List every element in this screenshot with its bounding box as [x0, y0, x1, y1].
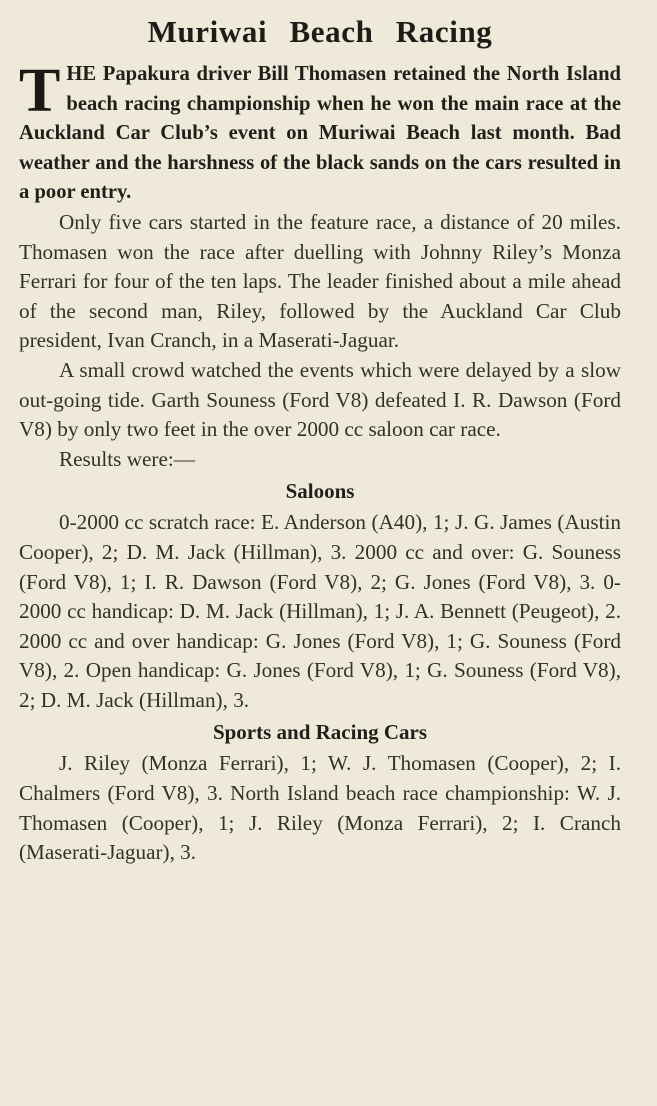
lead-paragraph [19, 57, 621, 208]
body-paragraph: Only five cars started in the feature race, a distance of 20 miles. Thomasen won the race after duelling with Johnny Riley’s Monza Ferrari for four of the ten laps. The leader finished about a mile ahead of the second man, Riley, followed by the Auckland Car Club president, Ivan Cranch, in a Maserati-Jaguar. [19, 209, 621, 353]
drop-cap: T [19, 57, 61, 125]
results-intro: Results were:— [59, 446, 195, 471]
results-sports-racing: J. Riley (Monza Ferrari), 1; W. J. Thomasen (Cooper), 2; I. Chalmers (Ford V8), 3. North Island beach race championship: W. J. Thomasen (Cooper), 1; J. Riley (Monza Ferrari), 2; I. Cranch (Maserati-Jaguar), 3. [19, 751, 621, 865]
article [19, 10, 621, 868]
results-saloons: 0-2000 cc scratch race: E. Anderson (A40), 1; J. G. James (Austin Cooper), 2; D. M. Jack (Hillman), 3. 2000 cc and over: G. Souness (Ford V8), 1; I. R. Dawson (Ford V8), 2; G. Jones (Ford V8), 3. 0-2000 cc handicap: D. M. Jack (Hillman), 1; J. A. Bennett (Peugeot), 2. 2000 cc and over handicap: G. Jones (Ford V8), 1; G. Souness (Ford V8), 2. Open handicap: G. Jones (Ford V8), 1; G. Souness (Ford V8), 2; D. M. Jack (Hillman), 3. [19, 510, 621, 712]
body-paragraph: A small crowd watched the events which were delayed by a slow out-going tide. Garth Souness (Ford V8) defeated I. R. Dawson (Ford V8) by only two feet in the over 2000 cc saloon car race. [19, 357, 621, 442]
article-title: Muriwai Beach Racing [147, 14, 493, 49]
lead-text: HE Papakura driver Bill Thomasen retained the North Island beach racing championship when he won the main race at the Auckland Car Club’s event on Muriwai Beach last month. Bad weather and the harshness of the black sands on the cars resulted in a poor entry. [19, 63, 621, 204]
section-heading-sports-racing: Sports and Racing Cars [212, 720, 428, 745]
section-heading-saloons: Saloons [285, 479, 355, 504]
